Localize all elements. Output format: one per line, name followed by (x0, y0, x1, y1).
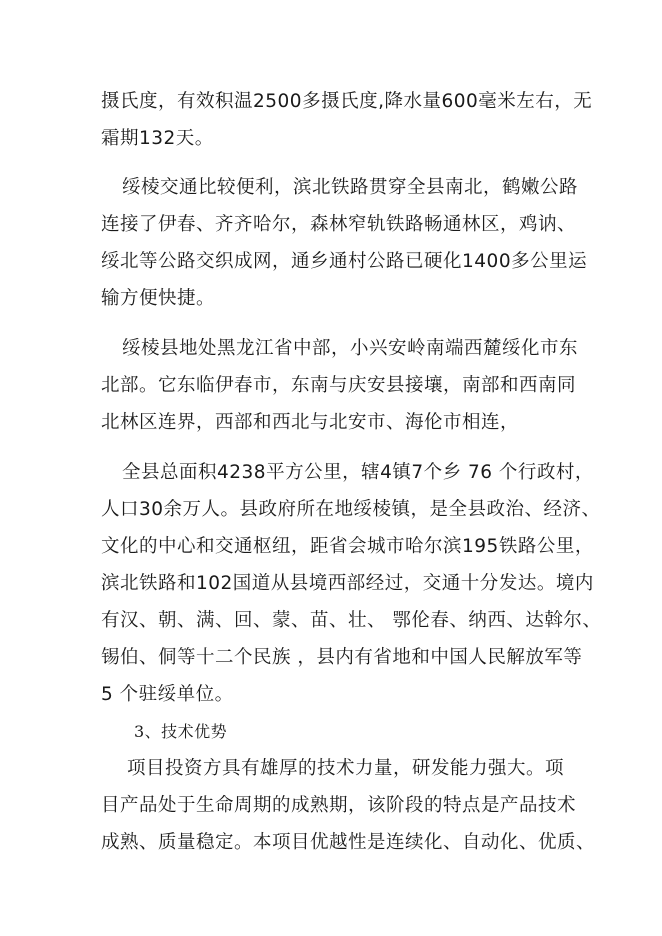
paragraph-transport-line-4: 输方便快捷。 (101, 288, 216, 309)
paragraph-overview-line-3: 文化的中心和交通枢纽，距省会城市哈尔滨195铁路公里， (101, 536, 594, 557)
paragraph-overview-line-5: 有汉、朝、满、回、蒙、苗、壮、 鄂伦春、纳西、达斡尔、 (101, 610, 602, 631)
paragraph-transport-line-1: 绥棱交通比较便利，滨北铁路贯穿全县南北，鹤嫩公路 (122, 177, 579, 198)
paragraph-location-line-1: 绥棱县地处黑龙江省中部，小兴安岭南端西麓绥化市东 (122, 338, 579, 359)
paragraph-technical-line-1: 项目投资方具有雄厚的技术力量，研发能力强大。项 (127, 758, 565, 779)
paragraph-technical-line-2: 目产品处于生命周期的成熟期，该阶段的特点是产品技术 (101, 795, 577, 816)
paragraph-location-line-3: 北林区连界，西部和西北与北安市、海伦市相连， (101, 412, 520, 433)
paragraph-overview-line-1: 全县总面积4238平方公里，辖4镇7个乡 76 个行政村， (122, 462, 594, 483)
paragraph-technical-line-3: 成熟、质量稳定。本项目优越性是连续化、自动化、优质、 (101, 832, 596, 853)
paragraph-location-line-2: 北部。它东临伊春市，东南与庆安县接壤，南部和西南同 (101, 375, 577, 396)
paragraph-transport-line-3: 绥北等公路交织成网，通乡通村公路已硬化1400多公里运 (101, 251, 588, 272)
section-heading-technical-advantage: 3、技术优势 (134, 722, 228, 741)
paragraph-overview-line-6: 锡伯、侗等十二个民族 ，县内有省地和中国人民解放军等 (101, 647, 583, 668)
paragraph-climate-line-2: 霜期132天。 (101, 128, 214, 149)
paragraph-overview-line-7: 5 个驻绥单位。 (101, 684, 234, 705)
paragraph-transport-line-2: 连接了伊春、齐齐哈尔，森林窄轨铁路畅通林区，鸡讷、 (101, 214, 577, 235)
paragraph-climate-line-1: 摄氏度，有效积温2500多摄氏度,降水量600毫米左右，无 (101, 91, 593, 112)
paragraph-overview-line-4: 滨北铁路和102国道从县境西部经过，交通十分发达。境内 (101, 573, 594, 594)
paragraph-overview-line-2: 人口30余万人。县政府所在地绥棱镇，是全县政治、经济、 (101, 499, 601, 520)
